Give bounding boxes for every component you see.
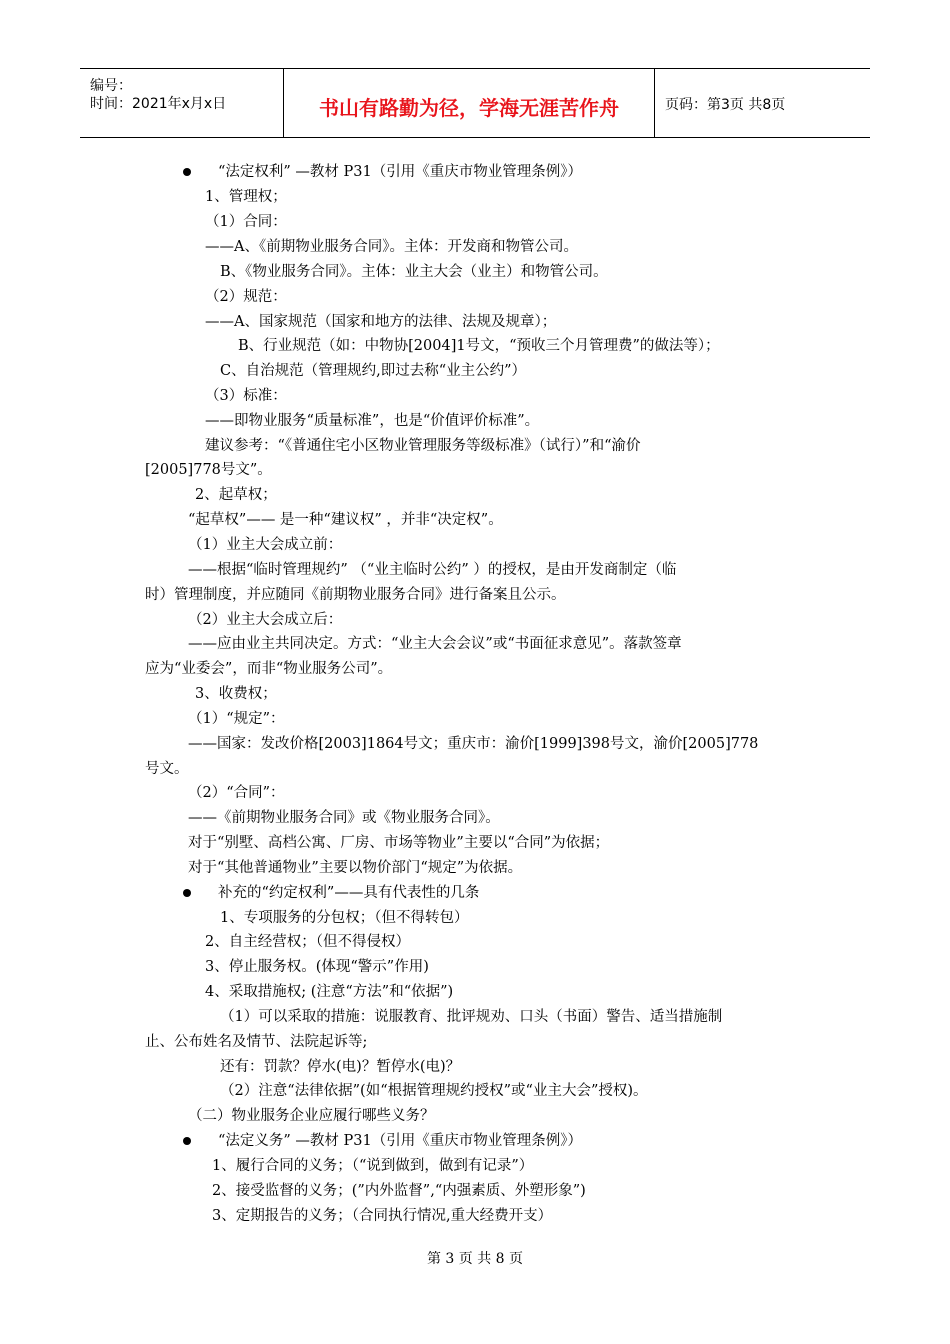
header-right-cell [655, 69, 870, 137]
body-line: “法定权利” —教材 P31（引用《重庆市物业管理条例》） [218, 164, 582, 180]
body-line: 1、专项服务的分包权；（但不得转包） [220, 910, 469, 926]
header-page-code: 页码：第3页 共8页 [665, 97, 786, 113]
page-footer: 第 3 页 共 8 页 [426, 1251, 524, 1267]
body-line: （2）规范： [205, 289, 287, 305]
body-line: 建议参考：“《普通住宅小区物业管理服务等级标准》（试行）”和“渝价 [205, 438, 641, 454]
date-label: 时间：2021年x月x日 [90, 96, 227, 112]
body-line: 号文。 [145, 761, 189, 777]
header-left-cell [80, 69, 284, 137]
body-line: B、《物业服务合同》。主体：业主大会（业主）和物管公司。 [220, 264, 608, 280]
body-line: 2、接受监督的义务；(”内外监督”,“内强素质、外塑形象”) [212, 1183, 586, 1199]
body-line: ——根据“临时管理规约” （“业主临时公约” ）的授权，是由开发商制定（临 [188, 562, 677, 578]
body-line: “法定义务” —教材 P31（引用《重庆市物业管理条例》） [218, 1133, 582, 1149]
body-line: ——《前期物业服务合同》或《物业服务合同》。 [188, 810, 500, 826]
body-line: （1）业主大会成立前： [188, 537, 343, 553]
body-line: （1）合同： [205, 214, 287, 230]
body-line: （二）物业服务企业应履行哪些义务？ [188, 1108, 435, 1124]
body-line: （2）业主大会成立后： [188, 612, 343, 628]
body-line: （2）注意“法律依据”(如“根据管理规约授权”或“业主大会”授权)。 [220, 1083, 648, 1099]
body-line: 对于“别墅、高档公寓、厂房、市场等物业”主要以“合同”为依据； [188, 835, 610, 851]
body-line: （1）“规定”： [188, 711, 285, 727]
body-line: ——即物业服务“质量标准”，也是“价值评价标准”。 [205, 413, 540, 429]
body-line: 对于“其他普通物业”主要以物价部门“规定”为依据。 [188, 860, 523, 876]
header-middle-cell [284, 69, 655, 137]
body-line: [2005]778号文”。 [145, 462, 272, 478]
document-number-label: 编号： [90, 78, 132, 94]
body-line: ——A、国家规范（国家和地方的法律、法规及规章）； [205, 314, 557, 330]
body-line: “起草权”—— 是一种“建议权” ，并非“决定权”。 [188, 512, 503, 528]
body-line: 1、管理权； [205, 189, 287, 205]
body-line: ——应由业主共同决定。方式：“业主大会会议”或“书面征求意见”。落款签章 [188, 636, 682, 652]
bullet-icon [183, 168, 191, 176]
bullet-icon [183, 889, 191, 897]
body-line: 时）管理制度，并应随同《前期物业服务合同》进行备案且公示。 [145, 587, 566, 603]
body-line: 应为“业委会”，而非“物业服务公司”。 [145, 661, 393, 677]
body-line: 2、起草权； [195, 487, 277, 503]
body-line: 补充的“约定权利”——具有代表性的几条 [218, 885, 480, 901]
body-line: B、行业规范（如：中物协[2004]1号文，“预收三个月管理费”的做法等）； [238, 338, 720, 354]
bullet-icon [183, 1137, 191, 1145]
header-motto: 书山有路勤为径，学海无涯苦作舟 [319, 96, 619, 120]
body-line: （1）可以采取的措施：说服教育、批评规劝、口头（书面）警告、适当措施制 [220, 1009, 723, 1025]
body-line: 2、自主经营权；（但不得侵权） [205, 934, 410, 950]
body-line: 3、定期报告的义务；（合同执行情况,重大经费开支） [212, 1208, 553, 1224]
body-line: ——国家：发改价格[2003]1864号文；重庆市：渝价[1999]398号文，渝价[2005]778 [188, 736, 759, 752]
body-line: 3、收费权； [195, 686, 277, 702]
body-line: 还有：罚款？停水(电)？暂停水(电)？ [220, 1059, 461, 1075]
body-line: （3）标准： [205, 388, 287, 404]
body-line: 1、履行合同的义务；（“说到做到，做到有记录”） [212, 1158, 534, 1174]
body-line: 4、采取措施权; (注意“方法”和“依据”) [205, 984, 454, 1000]
body-line: 止、公布姓名及情节、法院起诉等; [145, 1034, 368, 1050]
body-line: C、自治规范（管理规约,即过去称“业主公约”） [220, 363, 527, 379]
body-line: 3、停止服务权。(体现“警示”作用) [205, 959, 429, 975]
page-header [80, 68, 870, 138]
body-line: （2）“合同”： [188, 785, 285, 801]
body-line: ——A、《前期物业服务合同》。主体：开发商和物管公司。 [205, 239, 578, 255]
